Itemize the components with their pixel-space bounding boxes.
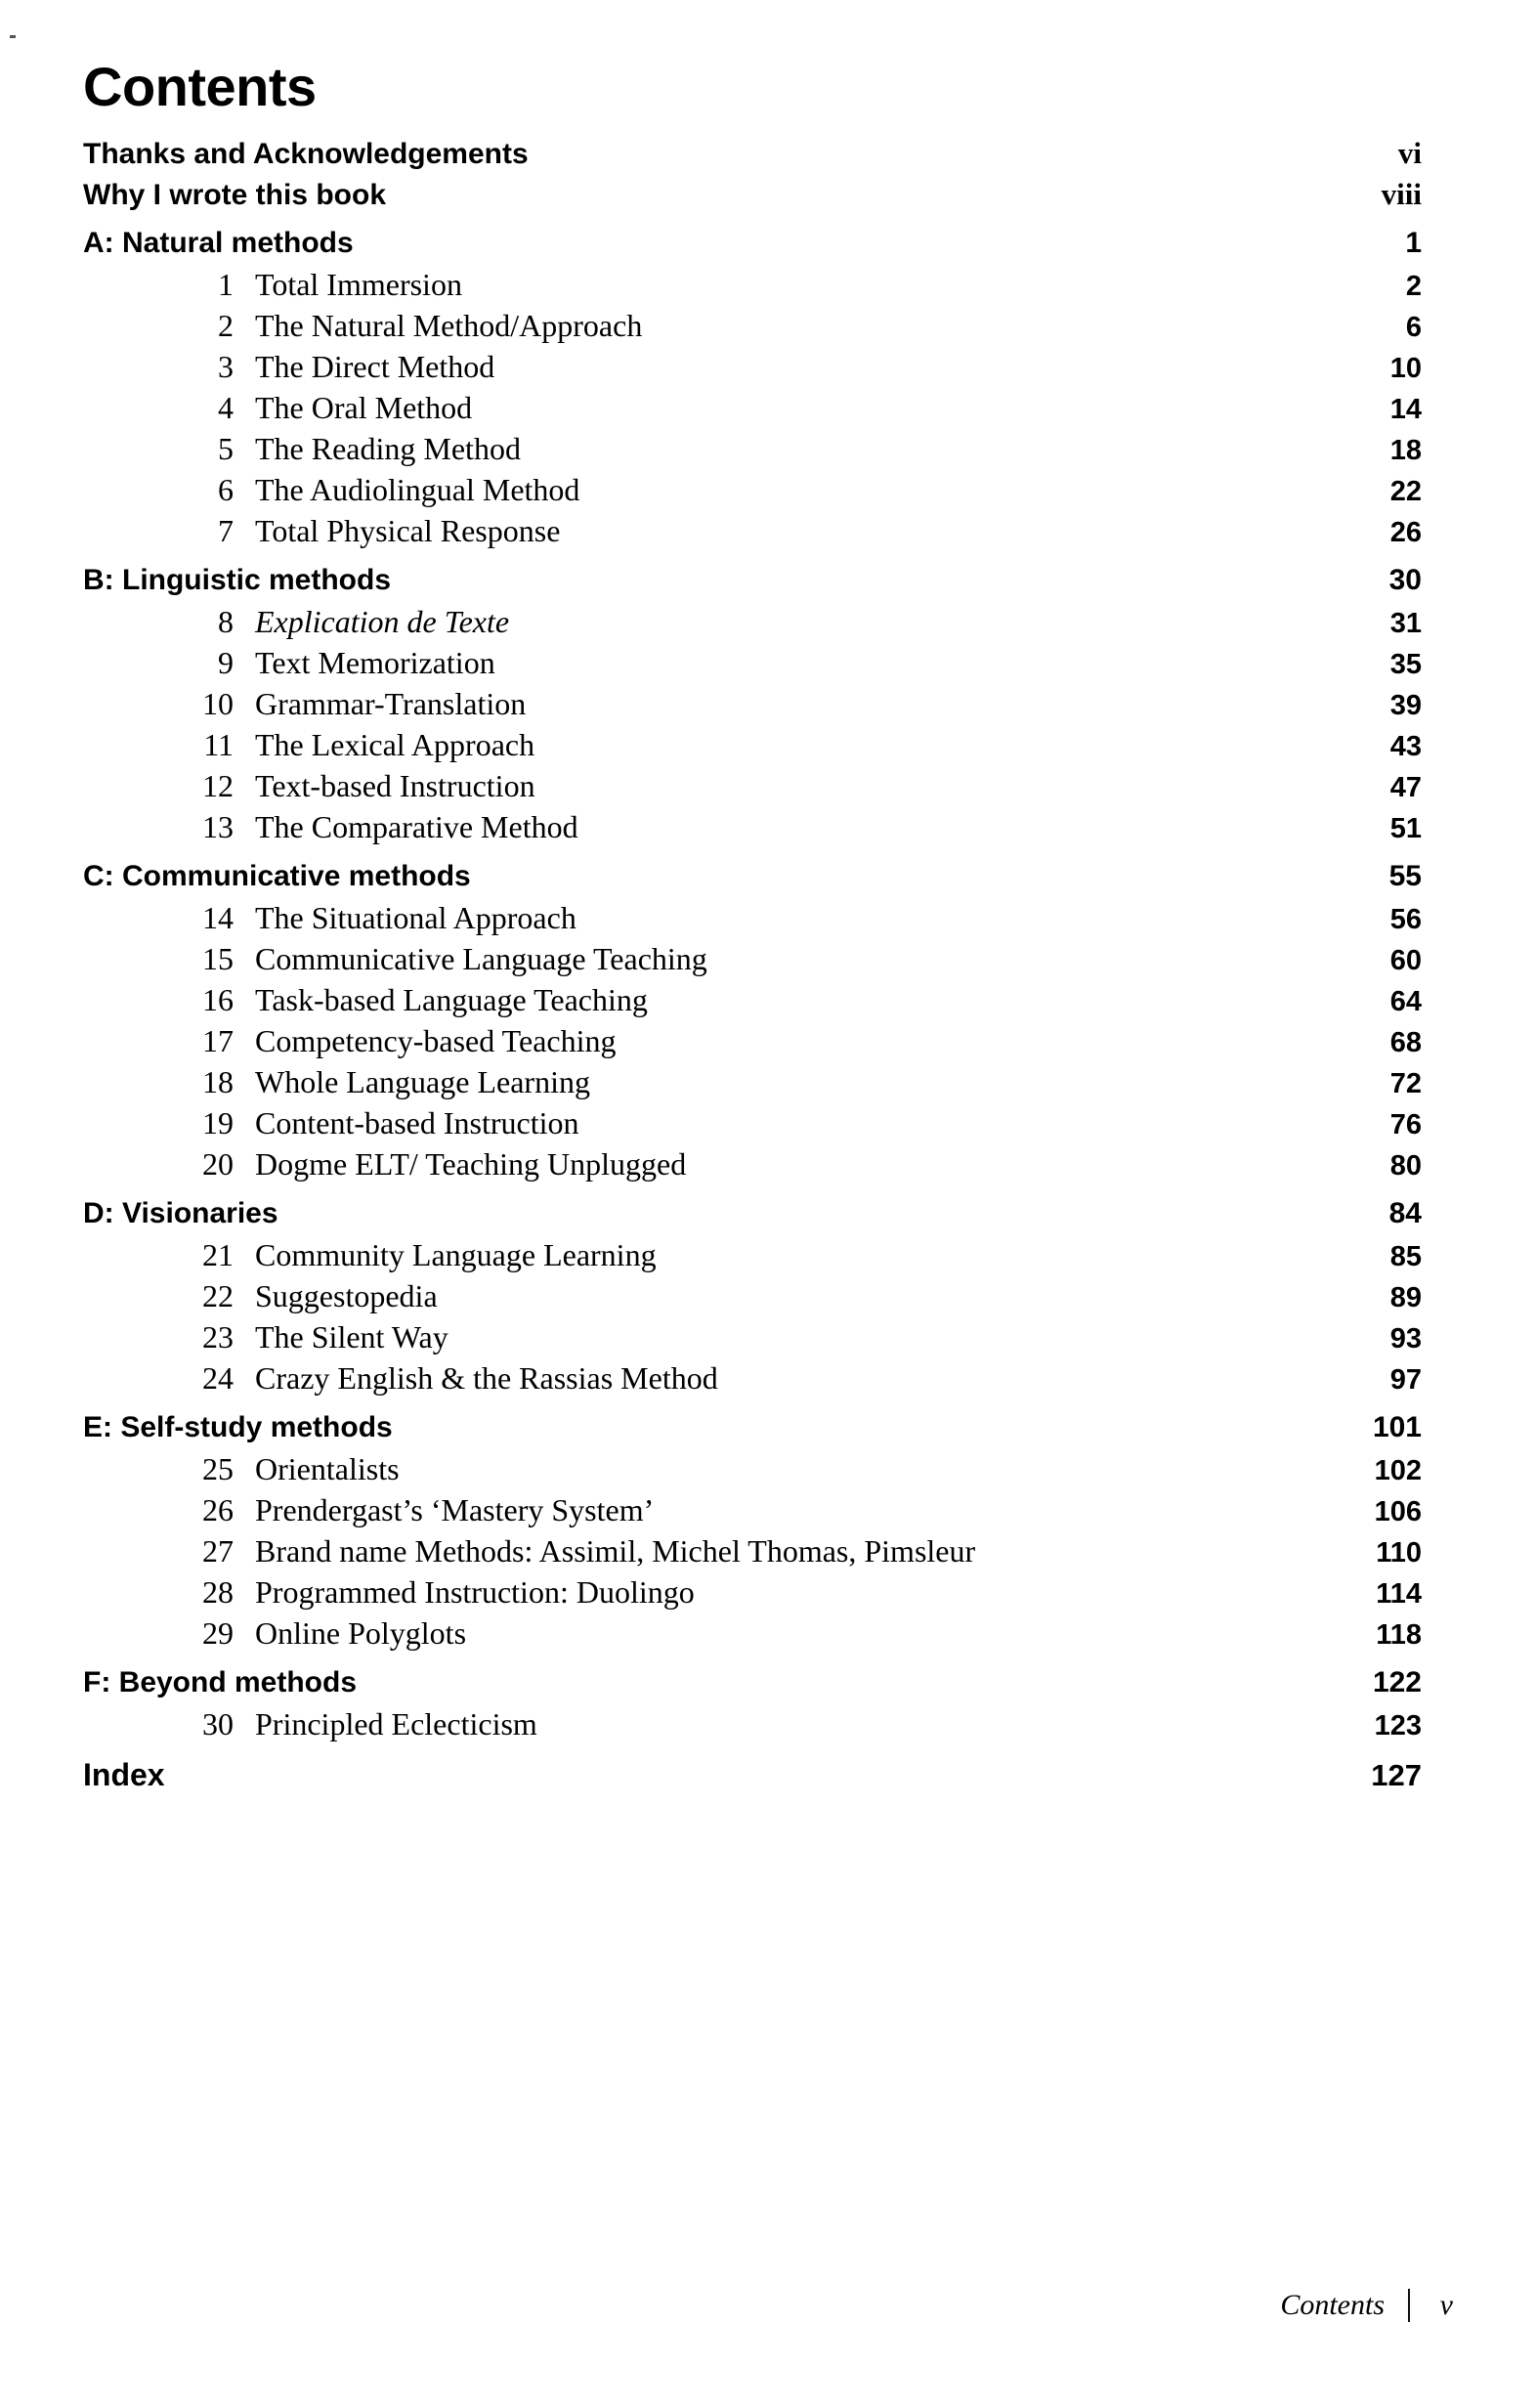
toc-chapter-number: 5 <box>218 430 234 466</box>
toc-part-page-number: 101 <box>1372 1410 1422 1443</box>
toc-chapter-page-number: 18 <box>1389 434 1422 466</box>
toc-chapter-page-number: 93 <box>1389 1322 1422 1354</box>
toc-chapter-page-number: 43 <box>1389 730 1422 762</box>
toc-chapter-entry[interactable] <box>83 470 1422 511</box>
toc-chapter-title: Programmed Instruction: Duolingo <box>255 1573 695 1610</box>
toc-entry-page-number: viii <box>1381 177 1422 212</box>
toc-chapter-entry[interactable] <box>83 1490 1422 1531</box>
toc-chapter-number: 4 <box>218 389 234 425</box>
toc-content <box>83 56 1451 1793</box>
page-title: Contents <box>83 56 317 117</box>
toc-chapter-number: 18 <box>202 1063 234 1099</box>
toc-chapter-title: Total Physical Response <box>255 512 561 548</box>
toc-chapter-title: The Direct Method <box>255 348 495 384</box>
toc-part-label: F: Beyond methods <box>83 1665 358 1698</box>
toc-chapter-title: Suggestopedia <box>255 1277 438 1313</box>
toc-chapter-number: 30 <box>202 1705 234 1742</box>
toc-chapter-page-number: 51 <box>1389 812 1422 844</box>
toc-chapter-title: Text Memorization <box>255 644 495 680</box>
toc-chapter-number: 15 <box>202 940 234 976</box>
footer-label: Contents <box>1280 2289 1385 2321</box>
toc-chapter-title: The Comparative Method <box>255 808 578 844</box>
toc-chapter-page-number: 14 <box>1389 393 1422 425</box>
toc-chapter-label-group <box>83 1490 654 1531</box>
toc-chapter-entry[interactable] <box>83 1144 1422 1185</box>
footer-divider <box>1408 2289 1410 2322</box>
toc-chapter-title: Content-based Instruction <box>255 1104 579 1140</box>
toc-chapter-number: 25 <box>202 1450 234 1486</box>
toc-part-page-number: 55 <box>1388 859 1422 892</box>
toc-part-page-number: 30 <box>1388 563 1422 596</box>
toc-chapter-page-number: 72 <box>1389 1067 1422 1099</box>
toc-part-label: D: Visionaries <box>83 1196 278 1229</box>
toc-chapter-label-group <box>83 643 495 684</box>
toc-chapter-title: Orientalists <box>255 1450 400 1486</box>
toc-chapter-label-group <box>83 388 472 429</box>
toc-part-page-number: 1 <box>1405 227 1422 260</box>
toc-part-label: A: Natural methods <box>83 227 354 260</box>
toc-chapter-entry[interactable] <box>83 1235 1422 1276</box>
toc-entry-label: Index <box>83 1756 165 1792</box>
toc-chapter-number: 11 <box>203 726 234 762</box>
toc-chapter-title: The Oral Method <box>255 389 473 425</box>
toc-chapter-page-number: 35 <box>1389 648 1422 680</box>
toc-entry-page-number: 127 <box>1371 1757 1422 1792</box>
toc-chapter-number: 26 <box>202 1491 234 1527</box>
toc-chapter-number: 23 <box>202 1318 234 1354</box>
toc-chapter-label-group <box>83 1276 438 1317</box>
toc-chapter-entry[interactable] <box>83 1704 1422 1745</box>
toc-chapter-label-group <box>83 1144 686 1185</box>
toc-chapter-entry[interactable] <box>83 980 1422 1021</box>
toc-chapter-number: 3 <box>218 348 234 384</box>
toc-chapter-page-number: 68 <box>1389 1026 1422 1058</box>
toc-chapter-title: The Lexical Approach <box>255 726 535 762</box>
toc-chapter-entry[interactable] <box>83 643 1422 684</box>
toc-chapter-entry[interactable] <box>83 939 1422 980</box>
toc-part-heading[interactable] <box>83 1194 1422 1232</box>
toc-chapter-label-group <box>83 898 576 939</box>
toc-chapter-page-number: 76 <box>1389 1108 1422 1140</box>
toc-chapter-number: 10 <box>202 685 234 721</box>
toc-entry-label: Thanks and Acknowledgements <box>83 137 529 170</box>
toc-chapter-title: Text-based Instruction <box>255 767 535 803</box>
toc-chapter-entry[interactable] <box>83 429 1422 470</box>
toc-chapter-title: The Reading Method <box>255 430 521 466</box>
toc-chapter-number: 16 <box>202 981 234 1017</box>
toc-part-page-number: 122 <box>1372 1665 1422 1698</box>
toc-part-label: B: Linguistic methods <box>83 563 391 596</box>
toc-chapter-title: The Natural Method/Approach <box>255 308 643 343</box>
toc-chapter-number: 24 <box>202 1359 234 1396</box>
toc-chapter-page-number: 102 <box>1374 1454 1422 1486</box>
toc-chapter-entry[interactable] <box>83 1276 1422 1317</box>
toc-chapter-number: 13 <box>202 808 234 844</box>
toc-chapter-label-group <box>83 1317 448 1358</box>
toc-chapter-label-group <box>83 725 534 766</box>
toc-chapter-label-group <box>83 1704 537 1745</box>
toc-chapter-label-group <box>83 684 526 725</box>
toc-part-heading[interactable] <box>83 857 1422 895</box>
toc-chapter-title: Grammar-Translation <box>255 685 527 721</box>
toc-chapter-title: The Audiolingual Method <box>255 471 580 507</box>
toc-chapter-label-group <box>83 807 578 848</box>
toc-chapter-number: 27 <box>202 1532 234 1569</box>
toc-chapter-entry[interactable] <box>83 347 1422 388</box>
toc-chapter-entry[interactable] <box>83 1531 1422 1572</box>
toc-chapter-title: Total Immersion <box>255 267 462 303</box>
toc-chapter-label-group <box>83 265 462 306</box>
toc-chapter-number: 14 <box>202 899 234 935</box>
toc-chapter-page-number: 10 <box>1389 352 1422 384</box>
toc-chapter-label-group <box>83 1358 718 1399</box>
toc-chapter-label-group <box>83 1531 975 1572</box>
toc-chapter-entry[interactable] <box>83 1613 1422 1655</box>
toc-chapter-label-group <box>83 347 494 388</box>
toc-chapter-entry[interactable] <box>83 1449 1422 1490</box>
toc-chapter-page-number: 80 <box>1389 1149 1422 1182</box>
toc-chapter-title: Competency-based Teaching <box>255 1022 617 1058</box>
toc-part-heading[interactable] <box>83 1663 1422 1701</box>
toc-chapter-page-number: 97 <box>1389 1363 1422 1396</box>
toc-chapter-number: 9 <box>218 644 234 680</box>
toc-chapter-page-number: 110 <box>1376 1536 1422 1569</box>
toc-chapter-number: 29 <box>202 1614 234 1651</box>
toc-chapter-page-number: 39 <box>1389 689 1422 721</box>
toc-chapter-label-group <box>83 1572 695 1613</box>
toc-chapter-page-number: 64 <box>1389 985 1422 1017</box>
toc-part-heading[interactable] <box>83 224 1422 262</box>
toc-chapter-label-group <box>83 511 560 552</box>
toc-chapter-number: 21 <box>202 1236 234 1272</box>
toc-chapter-number: 7 <box>218 512 234 548</box>
toc-part-heading[interactable] <box>83 1408 1422 1446</box>
toc-chapter-entry[interactable] <box>83 511 1422 552</box>
toc-chapter-title: Community Language Learning <box>255 1236 657 1272</box>
toc-entry-label: Why I wrote this book <box>83 179 387 212</box>
toc-chapter-entry[interactable] <box>83 1572 1422 1613</box>
toc-chapter-title: Communicative Language Teaching <box>255 940 707 976</box>
toc-chapter-entry[interactable] <box>83 1021 1422 1062</box>
toc-chapter-page-number: 106 <box>1374 1495 1422 1527</box>
toc-chapter-number: 28 <box>202 1573 234 1610</box>
toc-chapter-title: Online Polyglots <box>255 1614 467 1651</box>
toc-front-matter-entry[interactable] <box>83 175 1422 215</box>
toc-chapter-entry[interactable] <box>83 306 1422 347</box>
footer-page-number: v <box>1439 2289 1453 2321</box>
toc-chapter-title: Explication de Texte <box>255 603 510 639</box>
toc-chapter-label-group <box>83 429 521 470</box>
toc-chapter-label-group <box>83 980 648 1021</box>
page-edge-mark <box>10 35 16 38</box>
toc-chapter-number: 6 <box>218 471 234 507</box>
toc-part-heading[interactable] <box>83 561 1422 599</box>
toc-chapter-number: 20 <box>202 1145 234 1182</box>
toc-chapter-page-number: 47 <box>1389 771 1422 803</box>
toc-chapter-entry[interactable] <box>83 1317 1422 1358</box>
toc-chapter-entry[interactable] <box>83 602 1422 643</box>
toc-chapter-title: Whole Language Learning <box>255 1063 590 1099</box>
toc-chapter-entry[interactable] <box>83 1103 1422 1144</box>
toc-chapter-entry[interactable] <box>83 684 1422 725</box>
toc-part-page-number: 84 <box>1388 1196 1422 1229</box>
toc-chapter-title: The Situational Approach <box>255 899 576 935</box>
toc-chapter-entry[interactable] <box>83 1358 1422 1399</box>
page-footer <box>1280 2289 1453 2322</box>
toc-chapter-number: 17 <box>202 1022 234 1058</box>
toc-front-matter-entry[interactable] <box>83 134 1422 174</box>
toc-chapter-title: Task-based Language Teaching <box>255 981 648 1017</box>
toc-chapter-title: Dogme ELT/ Teaching Unplugged <box>255 1145 687 1182</box>
toc-chapter-entry[interactable] <box>83 1062 1422 1103</box>
toc-chapter-entry[interactable] <box>83 265 1422 306</box>
toc-chapter-label-group <box>83 1103 578 1144</box>
toc-list <box>83 134 1422 1793</box>
toc-chapter-page-number: 123 <box>1374 1709 1422 1742</box>
toc-chapter-entry[interactable] <box>83 725 1422 766</box>
toc-chapter-number: 22 <box>202 1277 234 1313</box>
toc-chapter-entry[interactable] <box>83 807 1422 848</box>
toc-chapter-page-number: 85 <box>1389 1240 1422 1272</box>
toc-chapter-page-number: 22 <box>1389 475 1422 507</box>
toc-chapter-label-group <box>83 1235 657 1276</box>
toc-chapter-page-number: 6 <box>1405 312 1422 343</box>
toc-chapter-label-group <box>83 1021 616 1062</box>
toc-part-label: C: Communicative methods <box>83 859 471 892</box>
toc-chapter-page-number: 60 <box>1389 944 1422 976</box>
toc-chapter-title: The Silent Way <box>255 1318 448 1354</box>
toc-chapter-page-number: 56 <box>1389 903 1422 935</box>
toc-chapter-label-group <box>83 939 707 980</box>
toc-chapter-page-number: 26 <box>1389 516 1422 548</box>
toc-chapter-number: 1 <box>218 267 234 303</box>
toc-chapter-title: Principled Eclecticism <box>255 1705 537 1742</box>
toc-chapter-entry[interactable] <box>83 766 1422 807</box>
toc-chapter-page-number: 89 <box>1389 1281 1422 1313</box>
toc-chapter-label-group <box>83 1449 400 1490</box>
toc-chapter-label-group <box>83 766 535 807</box>
toc-chapter-label-group <box>83 306 642 347</box>
toc-back-matter-entry[interactable] <box>83 1757 1422 1793</box>
toc-chapter-entry[interactable] <box>83 898 1422 939</box>
toc-chapter-title: Crazy English & the Rassias Method <box>255 1359 718 1396</box>
toc-chapter-title: Prendergast’s ‘Mastery System’ <box>255 1491 655 1527</box>
toc-chapter-page-number: 2 <box>1405 271 1422 303</box>
toc-chapter-number: 19 <box>202 1104 234 1140</box>
toc-chapter-number: 8 <box>218 603 234 639</box>
toc-chapter-page-number: 114 <box>1376 1577 1422 1610</box>
toc-chapter-label-group <box>83 602 509 643</box>
toc-chapter-title: Brand name Methods: Assimil, Michel Thomas, Pimsleur <box>255 1532 976 1569</box>
toc-chapter-label-group <box>83 470 579 511</box>
toc-chapter-label-group <box>83 1613 466 1655</box>
toc-chapter-number: 2 <box>218 308 234 343</box>
toc-chapter-page-number: 118 <box>1376 1618 1422 1651</box>
toc-chapter-page-number: 31 <box>1389 607 1422 639</box>
toc-chapter-entry[interactable] <box>83 388 1422 429</box>
toc-chapter-label-group <box>83 1062 590 1103</box>
toc-entry-page-number: vi <box>1397 135 1422 170</box>
toc-part-label: E: Self-study methods <box>83 1410 393 1443</box>
toc-chapter-number: 12 <box>202 767 234 803</box>
